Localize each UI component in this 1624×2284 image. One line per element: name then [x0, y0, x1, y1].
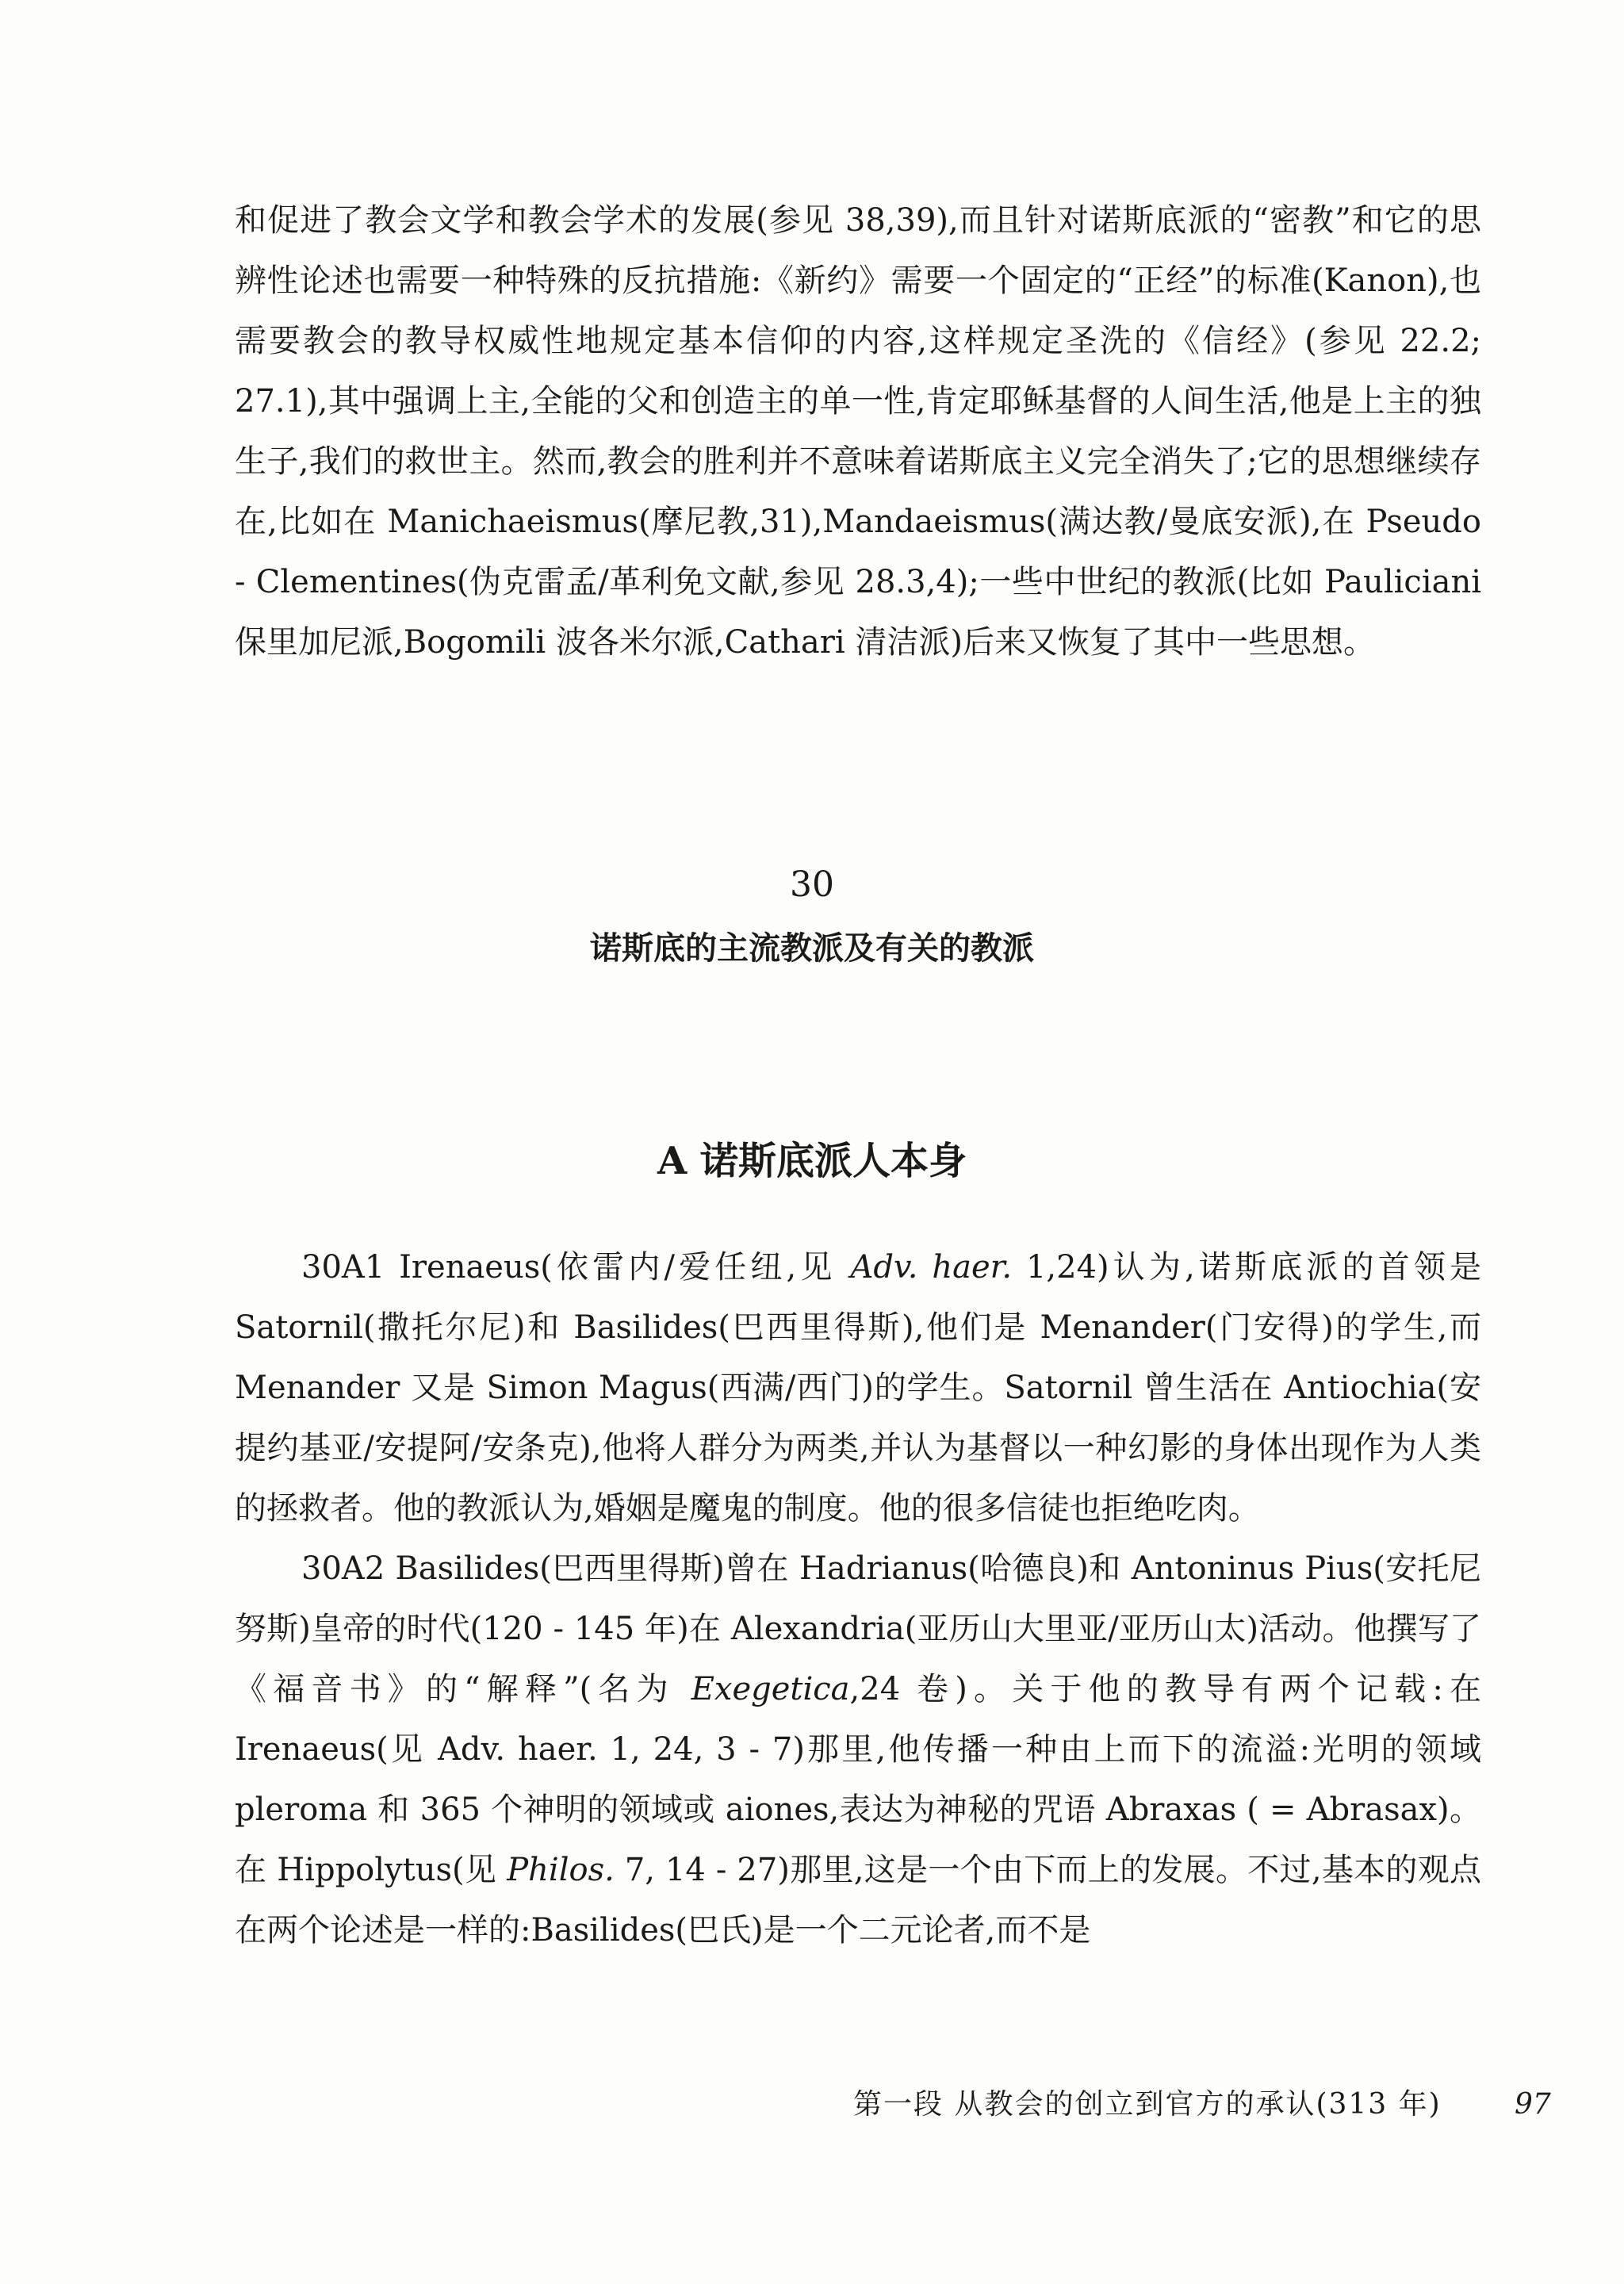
work-title-philos: Philos.	[507, 1852, 615, 1888]
work-title-exegetica: Exegetica	[691, 1671, 850, 1707]
paragraph-30a2	[235, 1539, 1481, 1960]
continued-paragraph: 和促进了教会文学和教会学术的发展(参见 38,39),而且针对诺斯底派的“密教”和它的思辨性论述也需要一种特殊的反抗措施:《新约》需要一个固定的“正经”的标准(Kanon),也需要教会的教导权威性地规定基本信仰的内容,这样规定圣洗的《信经》(参见 22.2; 27.1),其中强调上主,全能的父和创造主的单一性,肯定耶稣基督的人间生活,他是上主的独生子,我们的救世主。然而,教会的胜利并不意味着诺斯底主义完全消失了;它的思想继续存在,比如在 Manichaeismus(摩尼教,31),Mandaeismus(满达教/曼底安派),在 Pseudo - Clementines(伪克雷孟/革利免文献,参见 28.3,4);一些中世纪的教派(比如 Pauliciani 保里加尼派,Bogomili 波各米尔派,Cathari 清洁派)后来又恢复了其中一些思想。	[235, 202, 1481, 661]
paragraph-30a2-text-3: 7, 14 - 27)那里,这是一个由下而上的发展。不过,基本的观点在两个论述是一样的:Basilides(巴氏)是一个二元论者,而不是	[235, 1852, 1482, 1949]
paragraph-30a1	[235, 1237, 1481, 1539]
page-footer	[0, 2083, 1624, 2127]
paragraph-30a1-text-2: 1,24)认为,诺斯底派的首领是 Satornil(撒托尔尼)和 Basilides(巴西里得斯),他们是 Menander(门安得)的学生,而 Menander 又是 Simon Magus(西满/西门)的学生。Satornil 曾生活在 Antiochia(安提约基亚/安提阿/安条克),他将人群分为两类,并认为基督以一种幻影的身体出现作为人类的拯救者。他的教派认为,婚姻是魔鬼的制度。他的很多信徒也拒绝吃肉。	[235, 1249, 1481, 1527]
paragraph-30a2-text-2: ,24 卷)。关于他的教导有两个记载:在 Irenaeus(见 Adv. haer. 1, 24, 3 - 7)那里,他传播一种由上而下的流溢:光明的领域 pleroma 和 365 个神明的领域或 aiones,表达为神秘的咒语 Abraxas ( = Abrasax)。在 Hippolytus(见	[235, 1671, 1481, 1888]
chapter-number: 30	[790, 864, 834, 905]
section-body	[235, 1237, 1481, 1960]
chapter-title: 诺斯底的主流教派及有关的教派	[590, 929, 1034, 967]
work-title-adv-haer: Adv. haer.	[850, 1249, 1013, 1286]
running-footer: 第一段 从教会的创立到官方的承认(313 年)	[853, 2088, 1442, 2121]
section-heading: A 诺斯底派人本身	[657, 1139, 967, 1183]
paragraph-30a1-text-1: 30A1 Irenaeus(依雷内/爱任纽,见	[301, 1249, 851, 1286]
paragraph-30a2-text-1: 30A2 Basilides(巴西里得斯)曾在 Hadrianus(哈德良)和 Antoninus Pius(安托尼努斯)皇帝的时代(120 - 145 年)在 Alexandria(亚历山大里亚/亚历山太)活动。他撰写了《福音书》的“解释”(名为	[235, 1550, 1481, 1707]
page-number: 97	[1515, 2088, 1551, 2121]
